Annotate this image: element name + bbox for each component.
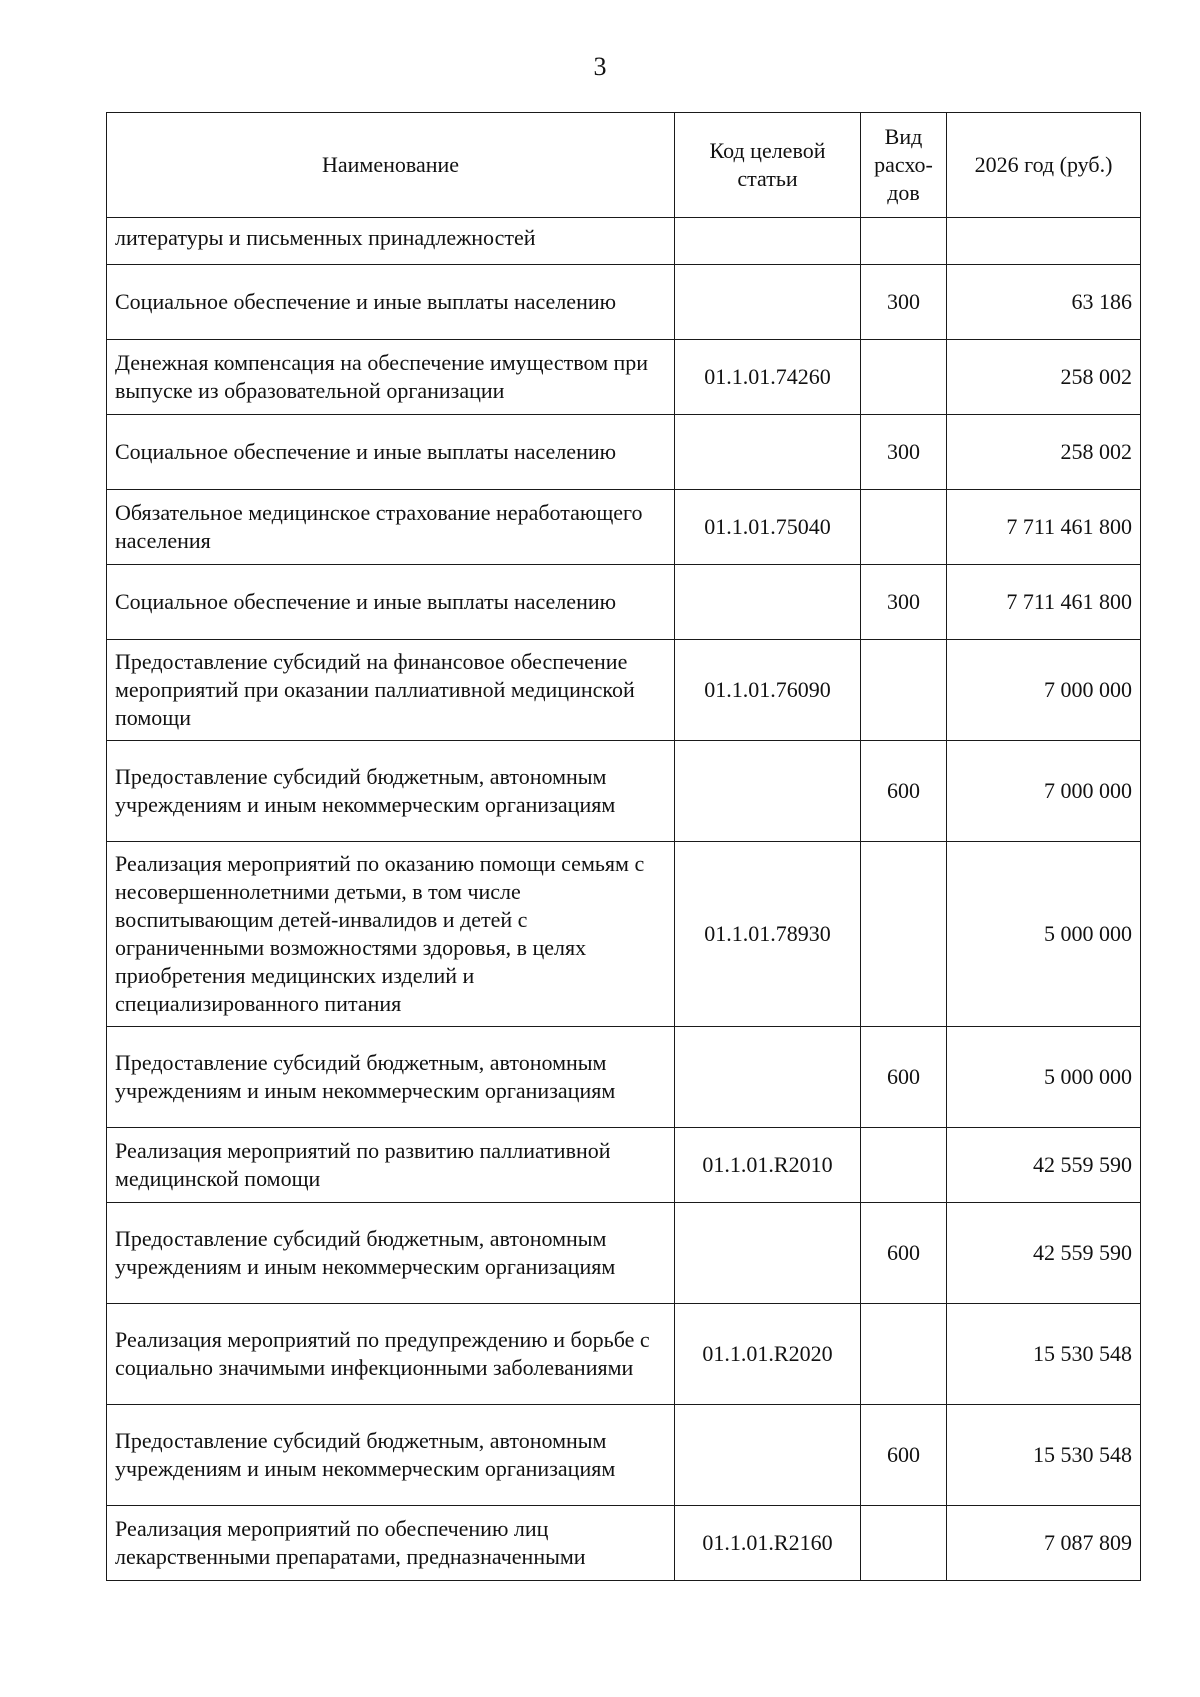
row-name-cell: Предоставление субсидий бюджетным, автономным учреждениям и иным некоммерческим организациям xyxy=(107,1027,675,1128)
row-kind-cell xyxy=(861,1128,947,1203)
row-kind-cell: 300 xyxy=(861,265,947,340)
row-sum-cell: 42 559 590 xyxy=(947,1128,1141,1203)
row-kind-cell: 300 xyxy=(861,565,947,640)
row-sum-cell: 258 002 xyxy=(947,340,1141,415)
row-sum-cell: 5 000 000 xyxy=(947,1027,1141,1128)
row-name-cell: Денежная компенсация на обеспечение имуществом при выпуске из образовательной организации xyxy=(107,340,675,415)
row-code-cell xyxy=(675,218,861,265)
row-sum-cell: 7 000 000 xyxy=(947,741,1141,842)
row-name-cell: Обязательное медицинское страхование неработающего населения xyxy=(107,490,675,565)
table-row xyxy=(107,1506,1141,1581)
row-name-cell: Предоставление субсидий бюджетным, автономным учреждениям и иным некоммерческим организациям xyxy=(107,1203,675,1304)
row-name-cell: Социальное обеспечение и иные выплаты населению xyxy=(107,565,675,640)
row-code-cell xyxy=(675,1203,861,1304)
row-name-cell: литературы и письменных принадлежностей xyxy=(107,218,675,265)
table-row xyxy=(107,340,1141,415)
row-name-cell: Предоставление субсидий бюджетным, автономным учреждениям и иным некоммерческим организациям xyxy=(107,1405,675,1506)
row-sum-cell: 42 559 590 xyxy=(947,1203,1141,1304)
table-row xyxy=(107,640,1141,741)
table-row xyxy=(107,565,1141,640)
row-sum-cell xyxy=(947,218,1141,265)
row-kind-cell xyxy=(861,218,947,265)
table-row xyxy=(107,1405,1141,1506)
table-row xyxy=(107,1304,1141,1405)
row-sum-cell: 258 002 xyxy=(947,415,1141,490)
row-code-cell xyxy=(675,1405,861,1506)
row-code-cell: 01.1.01.75040 xyxy=(675,490,861,565)
budget-table xyxy=(106,112,1141,1581)
row-code-cell: 01.1.01.R2160 xyxy=(675,1506,861,1581)
page-number: 3 xyxy=(593,52,607,81)
row-code-cell: 01.1.01.74260 xyxy=(675,340,861,415)
table-row xyxy=(107,1027,1141,1128)
table-row xyxy=(107,842,1141,1027)
table-row xyxy=(107,490,1141,565)
row-code-cell xyxy=(675,741,861,842)
row-name-cell: Предоставление субсидий бюджетным, автономным учреждениям и иным некоммерческим организациям xyxy=(107,741,675,842)
row-kind-cell: 600 xyxy=(861,1203,947,1304)
header-code: Код целевой статьи xyxy=(675,113,861,218)
header-name: Наименование xyxy=(107,113,675,218)
table-header-row xyxy=(107,113,1141,218)
row-code-cell xyxy=(675,565,861,640)
row-code-cell: 01.1.01.R2020 xyxy=(675,1304,861,1405)
table-row xyxy=(107,265,1141,340)
row-sum-cell: 7 000 000 xyxy=(947,640,1141,741)
row-code-cell xyxy=(675,1027,861,1128)
row-code-cell: 01.1.01.76090 xyxy=(675,640,861,741)
row-name-cell: Социальное обеспечение и иные выплаты населению xyxy=(107,415,675,490)
row-kind-cell: 600 xyxy=(861,1027,947,1128)
row-kind-cell: 600 xyxy=(861,741,947,842)
row-sum-cell: 15 530 548 xyxy=(947,1405,1141,1506)
table-row xyxy=(107,218,1141,265)
row-kind-cell xyxy=(861,1506,947,1581)
row-code-cell xyxy=(675,415,861,490)
table-row xyxy=(107,415,1141,490)
header-sum: 2026 год (руб.) xyxy=(947,113,1141,218)
header-kind: Вид расхо-дов xyxy=(861,113,947,218)
row-kind-cell xyxy=(861,640,947,741)
row-kind-cell xyxy=(861,340,947,415)
table-row xyxy=(107,741,1141,842)
row-kind-cell xyxy=(861,490,947,565)
row-name-cell: Реализация мероприятий по обеспечению лиц лекарственными препаратами, предназначенными xyxy=(107,1506,675,1581)
row-sum-cell: 7 711 461 800 xyxy=(947,565,1141,640)
row-name-cell: Предоставление субсидий на финансовое обеспечение мероприятий при оказании паллиативной медицинской помощи xyxy=(107,640,675,741)
row-code-cell xyxy=(675,265,861,340)
row-sum-cell: 7 087 809 xyxy=(947,1506,1141,1581)
row-code-cell: 01.1.01.R2010 xyxy=(675,1128,861,1203)
row-kind-cell: 300 xyxy=(861,415,947,490)
row-kind-cell xyxy=(861,1304,947,1405)
row-name-cell: Социальное обеспечение и иные выплаты населению xyxy=(107,265,675,340)
row-sum-cell: 7 711 461 800 xyxy=(947,490,1141,565)
table-row xyxy=(107,1203,1141,1304)
row-name-cell: Реализация мероприятий по оказанию помощи семьям с несовершеннолетними детьми, в том числе воспитывающим детей-инвалидов и детей с ограниченными возможностями здоровья, в целях приобретения медицинских изделий и специализированного питания xyxy=(107,842,675,1027)
row-sum-cell: 15 530 548 xyxy=(947,1304,1141,1405)
row-sum-cell: 5 000 000 xyxy=(947,842,1141,1027)
row-kind-cell: 600 xyxy=(861,1405,947,1506)
table-row xyxy=(107,1128,1141,1203)
row-sum-cell: 63 186 xyxy=(947,265,1141,340)
row-kind-cell xyxy=(861,842,947,1027)
row-name-cell: Реализация мероприятий по предупреждению и борьбе с социально значимыми инфекционными заболеваниями xyxy=(107,1304,675,1405)
row-name-cell: Реализация мероприятий по развитию паллиативной медицинской помощи xyxy=(107,1128,675,1203)
row-code-cell: 01.1.01.78930 xyxy=(675,842,861,1027)
